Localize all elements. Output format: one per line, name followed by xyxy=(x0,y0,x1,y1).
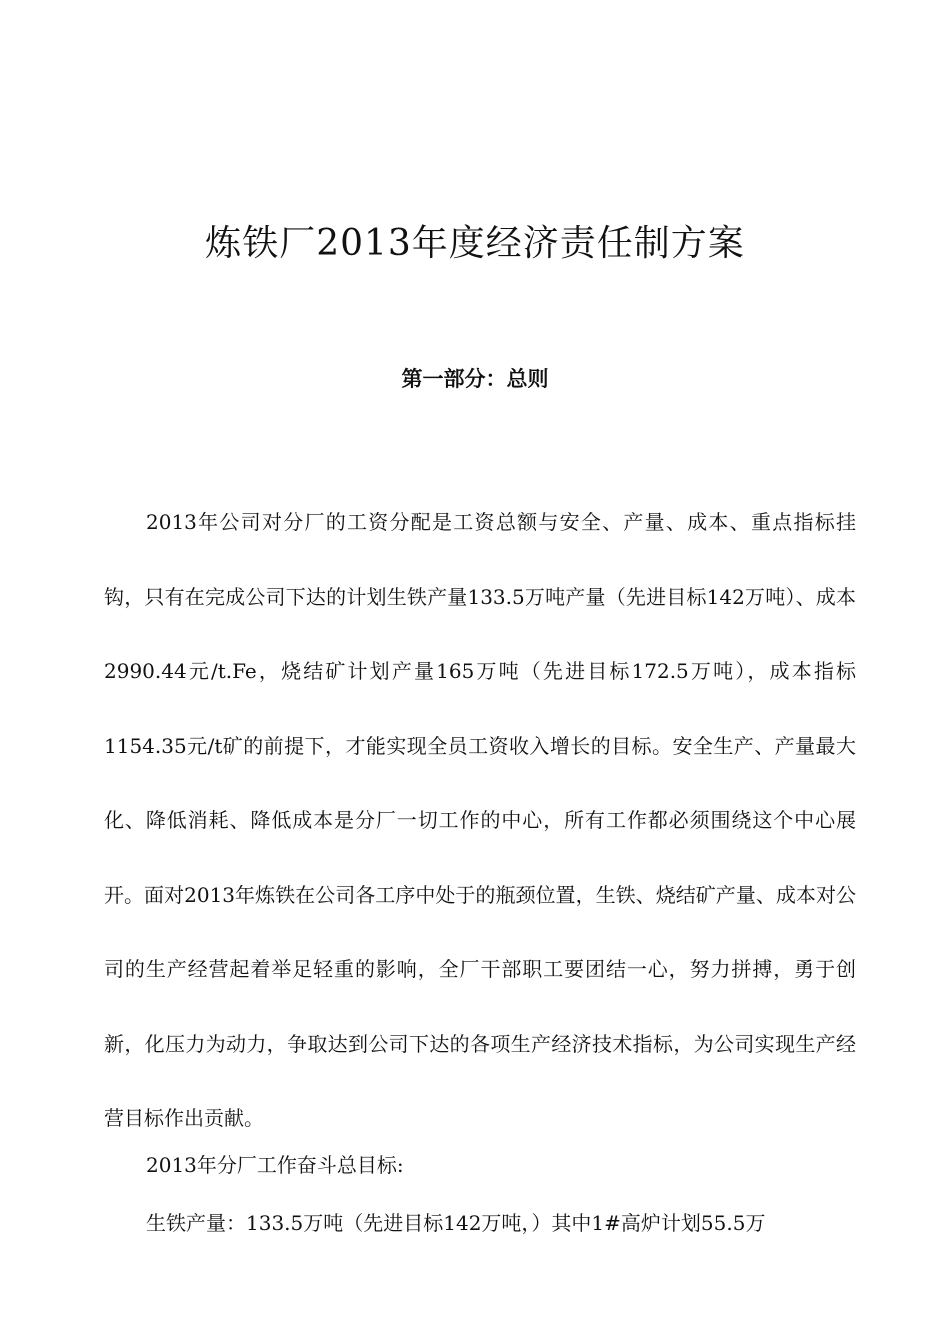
document-title: 炼铁厂2013年度经济责任制方案 xyxy=(205,223,745,264)
intro-paragraph: 2013年公司对分厂的工资分配是工资总额与安全、产量、成本、重点指标挂钩，只有在完成公司下达的计划生铁产量133.5万吨产量（先进目标142万吨）、成本2990.44元/t.Fe，烧结矿计划产量165万吨（先进目标172.5万吨），成本指标1154.35元/t矿的前提下，才能实现全员工资收入增长的目标。安全生产、产量最大化、降低消耗、降低成本是分厂一切工作的中心，所有工作都必须围绕这个中心展开。面对2013年炼铁在公司各工序中处于的瓶颈位置，生铁、烧结矿产量、成本对公司的生产经营起着举足轻重的影响，全厂干部职工要团结一心，努力拼搏，勇于创新，化压力为动力，争取达到公司下达的各项生产经济技术指标，为公司实现生产经营目标作出贡献。 xyxy=(104,510,856,1130)
iron-output-paragraph: 生铁产量：133.5万吨（先进目标142万吨，）其中1#高炉计划55.5万 xyxy=(146,1211,766,1235)
goal-heading: 2013年分厂工作奋斗总目标: xyxy=(146,1153,404,1177)
section-heading: 第一部分：总则 xyxy=(401,366,549,391)
